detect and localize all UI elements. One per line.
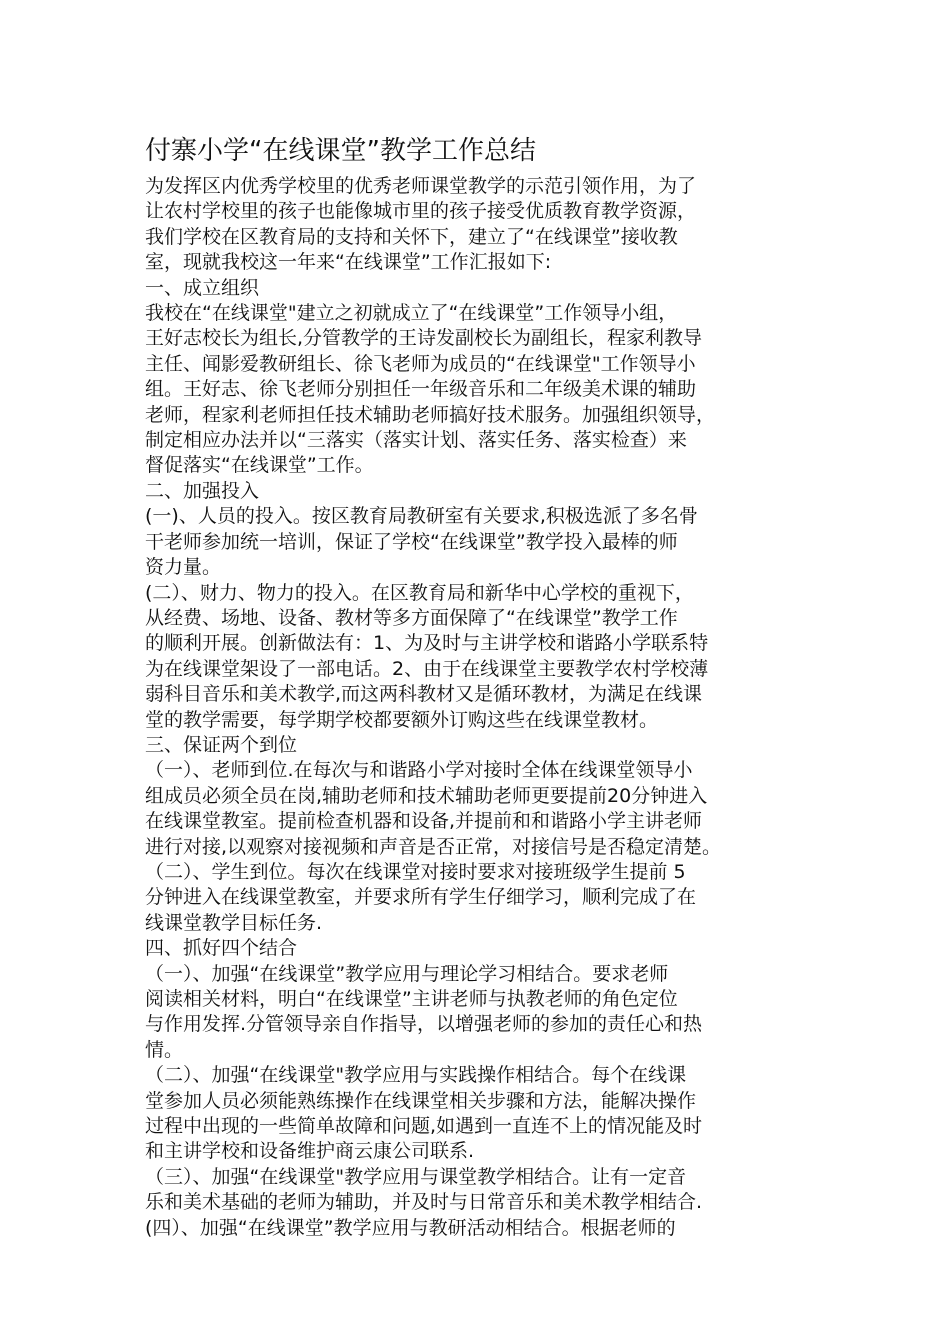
- text-line: （一）、老师到位.在每次与和谐路小学对接时全体在线课堂领导小: [145, 759, 693, 782]
- document-body: [145, 174, 815, 1241]
- text-line: 的顺利开展。创新做法有：1、为及时与主讲学校和谐路小学联系特: [145, 632, 709, 655]
- text-line: 组。王好志、徐飞老师分别担任一年级音乐和二年级美术课的辅助: [145, 378, 697, 401]
- document-page: [145, 130, 815, 1241]
- text-line: 室，现就我校这一年来“在线课堂”工作汇报如下:: [145, 251, 552, 274]
- text-line: 在线课堂教室。提前检查机器和设备,并提前和和谐路小学主讲老师: [145, 810, 703, 833]
- text-line: 一、成立组织: [145, 276, 260, 299]
- text-line: 督促落实“在线课堂”工作。: [145, 454, 374, 477]
- text-line: 资力量。: [145, 556, 222, 579]
- text-line: 王好志校长为组长,分管教学的王诗发副校长为副组长，程家利教导: [145, 327, 703, 350]
- text-line: 我校在“在线课堂"建立之初就成立了“在线课堂”工作领导小组，: [145, 302, 678, 325]
- text-line: 堂参加人员必须能熟练操作在线课堂相关步骤和方法，能解决操作: [145, 1089, 697, 1112]
- text-line: 我们学校在区教育局的支持和关怀下，建立了“在线课堂”接收教: [145, 225, 678, 248]
- text-line: 和主讲学校和设备维护商云康公司联系.: [145, 1140, 475, 1163]
- text-line: 组成员必须全员在岗,辅助老师和技术辅助老师更要提前20分钟进入: [145, 784, 708, 807]
- text-line: 乐和美术基础的老师为辅助，并及时与日常音乐和美术教学相结合.: [145, 1191, 703, 1214]
- text-line: 情。: [145, 1038, 184, 1061]
- text-line: (一)、人员的投入。按区教育局教研室有关要求,积极选派了多名骨: [145, 505, 698, 528]
- document-title: 付寨小学“在线课堂”教学工作总结: [145, 136, 536, 166]
- text-line: 让农村学校里的孩子也能像城市里的孩子接受优质教育教学资源，: [145, 200, 697, 223]
- text-line: 三、保证两个到位: [145, 733, 298, 756]
- text-line: (二）、财力、物力的投入。在区教育局和新华中心学校的重视下，: [145, 581, 694, 604]
- text-line: 与作用发挥.分管领导亲自作指导，以增强老师的参加的责任心和热: [145, 1013, 703, 1036]
- text-line: 制定相应办法并以“三落实（落实计划、落实任务、落实检查）来: [145, 429, 687, 452]
- text-line: 线课堂教学目标任务.: [145, 911, 323, 934]
- text-line: 四、抓好四个结合: [145, 937, 298, 960]
- text-line: (四）、加强“在线课堂”教学应用与教研活动相结合。根据老师的: [145, 1216, 676, 1239]
- text-line: 分钟进入在线课堂教室，并要求所有学生仔细学习，顺利完成了在: [145, 886, 697, 909]
- text-line: （二）、加强“在线课堂"教学应用与实践操作相结合。每个在线课: [145, 1064, 687, 1087]
- text-line: 主任、闻影爱教研组长、徐飞老师为成员的“在线课堂"工作领导小: [145, 352, 696, 375]
- text-line: 为在线课堂架设了一部电话。2、由于在线课堂主要教学农村学校薄: [145, 657, 709, 680]
- text-line: （三）、加强“在线课堂"教学应用与课堂教学相结合。让有一定音: [145, 1165, 687, 1188]
- text-line: （二）、学生到位。每次在线课堂对接时要求对接班级学生提前 5: [145, 860, 686, 883]
- text-line: 过程中出现的一些简单故障和问题,如遇到一直连不上的情况能及时: [145, 1115, 703, 1138]
- text-line: 为发挥区内优秀学校里的优秀老师课堂教学的示范引领作用，为了: [145, 175, 697, 197]
- text-line: 进行对接,以观察对接视频和声音是否正常，对接信号是否稳定清楚。: [145, 835, 722, 858]
- text-line: 二、加强投入: [145, 479, 260, 502]
- text-line: 阅读相关材料，明白“在线课堂”主讲老师与执教老师的角色定位: [145, 988, 678, 1010]
- text-line: 干老师参加统一培训，保证了学校“在线课堂”教学投入最棒的师: [145, 530, 678, 553]
- text-line: 从经费、场地、设备、教材等多方面保障了“在线课堂”教学工作: [145, 606, 678, 629]
- text-line: 老师，程家利老师担任技术辅助老师搞好技术服务。加强组织领导，: [145, 403, 716, 426]
- text-line: （一）、加强“在线课堂”教学应用与理论学习相结合。要求老师: [145, 962, 669, 985]
- text-line: 堂的教学需要，每学期学校都要额外订购这些在线课堂教材。: [145, 708, 659, 731]
- text-line: 弱科目音乐和美术教学,而这两科教材又是循环教材，为满足在线课: [145, 683, 703, 706]
